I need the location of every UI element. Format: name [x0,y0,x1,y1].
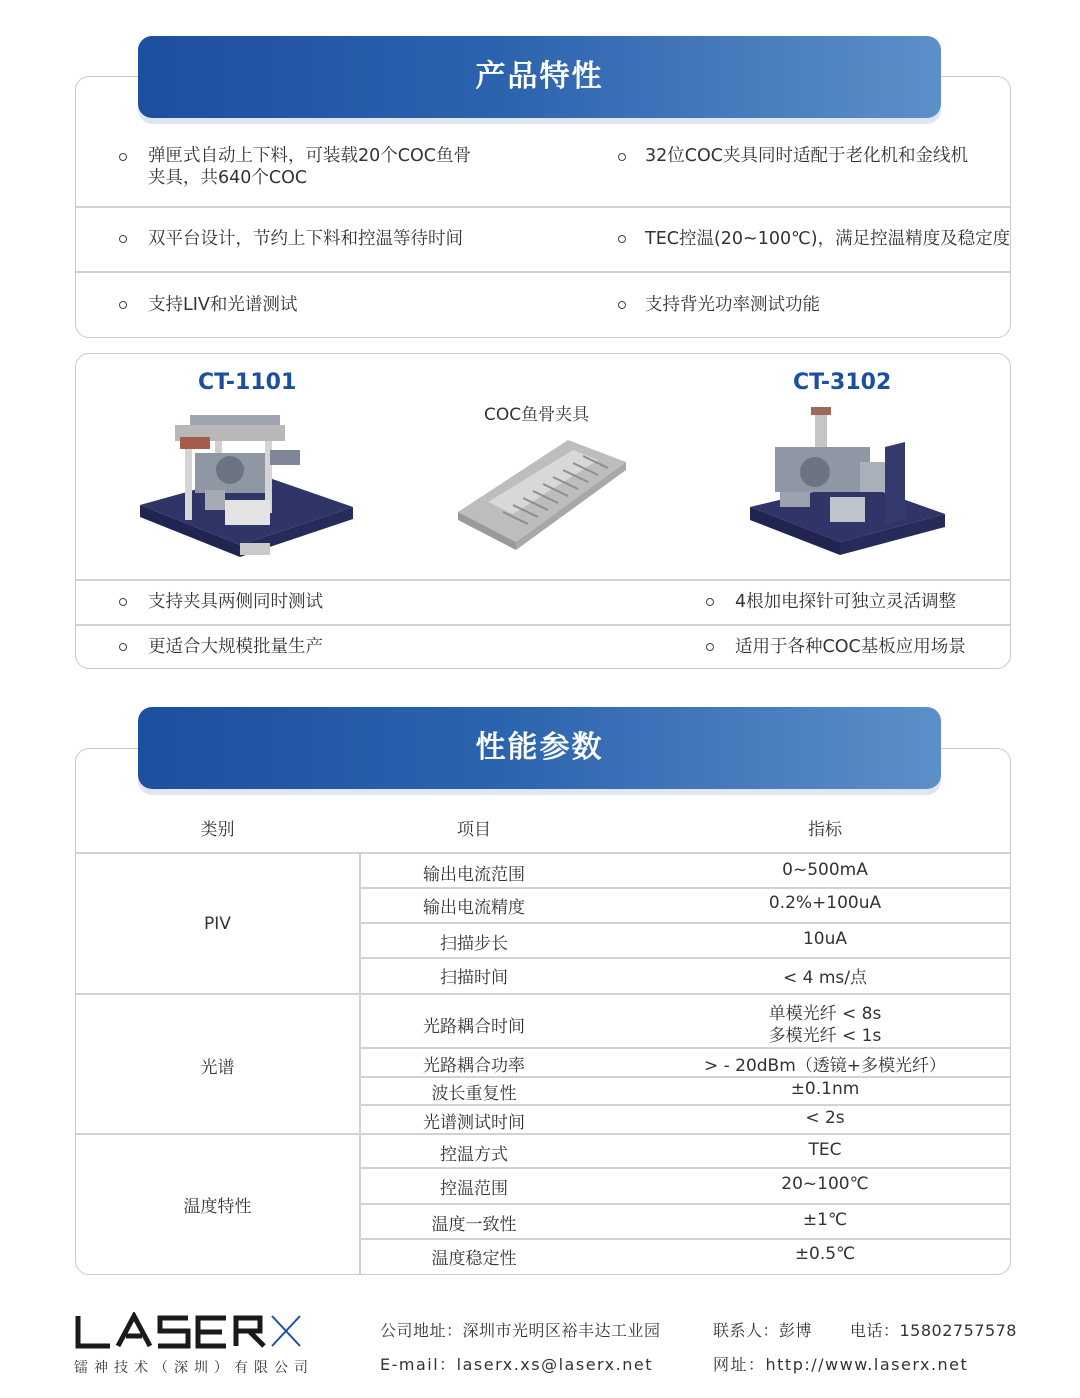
bullet-icon [618,153,626,161]
divider [76,206,1010,208]
row-divider [360,1167,1010,1169]
features-title-banner: 产品特性 [138,36,941,118]
spec-value: TEC [808,1140,842,1160]
email-address[interactable]: E-mail：laserx.xs@laserx.net [380,1355,653,1374]
spec-value: 20~100℃ [781,1174,869,1194]
feature-item: 32位COC夹具同时适配于老化机和金线机 [645,146,968,166]
spec-item: 温度一致性 [431,1215,517,1235]
feature-item: 弹匣式自动上下料，可装载20个COC鱼骨 夹具，共640个COC [148,146,471,188]
contact-person: 联系人：彭博 [713,1321,813,1340]
spec-item: 扫描步长 [440,934,508,954]
row-divider [360,1104,1010,1106]
product-feature-item: 4根加电探针可独立灵活调整 [735,592,957,612]
divider [76,624,1010,626]
spec-value: > - 20dBm（透镜+多模光纤） [703,1056,947,1076]
feature-item: 双平台设计，节约上下料和控温等待时间 [148,229,463,249]
spec-value: < 2s [805,1108,845,1128]
product-feature-item: 适用于各种COC基板应用场景 [735,637,966,657]
spec-item: 光路耦合功率 [423,1056,525,1076]
spec-item: 波长重复性 [431,1084,517,1104]
category-spectrum: 光谱 [200,1058,235,1078]
bullet-icon [119,153,127,161]
spec-value: 多模光纤 < 1s [768,1026,882,1046]
bullet-icon [119,235,127,243]
spec-value: ±0.5℃ [794,1244,856,1264]
row-divider [360,1076,1010,1078]
spec-value: 0.2%+100uA [768,893,882,913]
category-temperature: 温度特性 [183,1197,252,1217]
product-feature-item: 支持夹具两侧同时测试 [148,592,323,612]
bullet-icon [706,643,714,651]
spec-value: 单模光纤 < 8s [768,1004,882,1024]
spec-value: 0~500mA [782,860,868,880]
phone-number: 电话：15802757578 [850,1321,1017,1340]
product-title-ct1101: CT-1101 [198,370,297,395]
spec-value: < 4 ms/点 [782,968,867,988]
fixture-label: COC鱼骨夹具 [484,405,590,425]
spec-item: 输出电流精度 [423,898,525,918]
group-divider [76,993,1010,995]
spec-item: 温度稳定性 [431,1249,517,1269]
bullet-icon [618,235,626,243]
category-piv: PIV [204,914,231,934]
laserx-logo [74,1312,304,1352]
header-category: 类别 [200,820,235,840]
row-divider [360,1238,1010,1240]
row-divider [360,887,1010,889]
divider [76,579,1010,581]
header-item: 项目 [457,820,491,840]
bullet-icon [119,598,127,606]
bullet-icon [618,301,626,309]
row-divider [360,957,1010,959]
spec-item: 扫描时间 [440,968,508,988]
spec-item: 控温方式 [440,1145,508,1165]
specs-title-banner: 性能参数 [138,707,941,789]
spec-value: ±0.1nm [790,1079,860,1099]
header-value: 指标 [808,820,842,840]
spec-item: 光路耦合时间 [423,1017,525,1037]
coc-fixture-image [448,432,633,557]
row-divider [360,1047,1010,1049]
bullet-icon [706,598,714,606]
table-divider [76,852,1010,854]
company-address: 公司地址：深圳市光明区裕丰达工业园 [380,1321,661,1340]
spec-value: 10uA [802,929,848,949]
product-title-ct3102: CT-3102 [793,370,892,395]
spec-item: 光谱测试时间 [423,1113,525,1133]
feature-item: TEC控温(20~100℃)，满足控温精度及稳定度 [645,229,1011,249]
row-divider [360,1203,1010,1205]
divider [76,271,1010,273]
ct1101-machine-image [135,405,360,560]
group-divider [76,1133,1010,1135]
spec-item: 输出电流范围 [423,865,525,885]
spec-item: 控温范围 [440,1179,508,1199]
bullet-icon [119,643,127,651]
product-feature-item: 更适合大规模批量生产 [148,637,323,657]
bullet-icon [119,301,127,309]
ct3102-machine-image [745,402,950,560]
spec-value: ±1℃ [802,1210,848,1230]
company-name: 镭神技术（深圳）有限公司 [74,1360,314,1376]
row-divider [360,922,1010,924]
website-link[interactable]: 网址：http://www.laserx.net [713,1355,969,1374]
feature-item: 支持背光功率测试功能 [645,295,820,315]
feature-item: 支持LIV和光谱测试 [148,295,298,315]
